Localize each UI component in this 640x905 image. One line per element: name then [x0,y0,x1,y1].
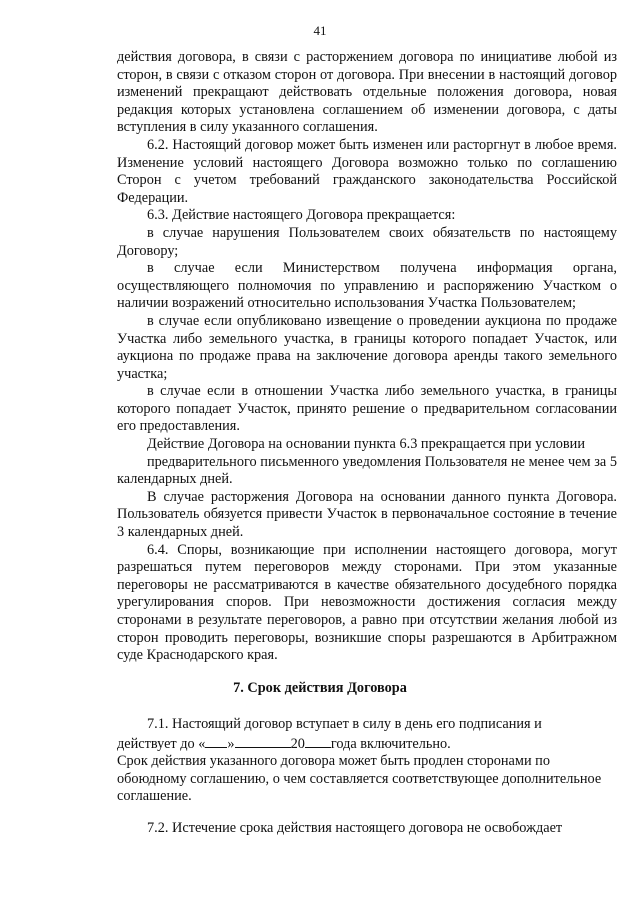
paragraph-6-3-notice: предварительного письменного уведомления Пользователя не менее чем за 5 календарных дней. [117,453,617,488]
year-blank [305,734,331,748]
paragraph-6-4: 6.4. Споры, возникающие при исполнении настоящего договора, могут разрешаться путем переговоров между сторонами. При этом указанные переговоры не рассматриваются в качестве обязательного досудебного порядка урегулирования споров. При невозможности достижения согласия между сторонами в результате переговоров, а равно при отсутствии желания любой из сторон проводить переговоры, возникшие споры разрешаются в Арбитражном суде Краснодарского края. [117,541,617,664]
paragraph-7-2: 7.2. Истечение срока действия настоящего договора не освобождает [147,820,563,836]
year-prefix: 20 [290,735,305,752]
paragraph-6-3: 6.3. Действие настоящего Договора прекращается: [147,207,456,224]
paragraph-7-1-line1: 7.1. Настоящий договор вступает в силу в день его подписания и [147,716,542,732]
page-number: 41 [313,23,327,38]
paragraph-6-3-condition: Действие Договора на основании пункта 6.3 прекращается при условии [147,436,585,453]
section-7-body [117,716,617,806]
paragraph-6-3-termination: В случае расторжения Договора на основании данного пункта Договора. Пользователь обязуется привести Участок в первоначальное состояние в течение 3 календарных дней. [117,488,617,541]
paragraph-6-3-item-d: в случае если в отношении Участка либо земельного участка, в границы которого попадает Участок, принято решение о предварительном согласовании его предоставления. [117,383,617,435]
paragraph-6-2: 6.2. Настоящий договор может быть изменен или расторгнут в любое время. Изменение условий настоящего Договора возможно только по соглашению Сторон с учетом требований гражданского законодательства Российской Федерации. [117,136,617,206]
valid-until-suffix: года включительно. [330,735,451,752]
paragraph-6-3-item-b: в случае если Министерством получена информация органа, осуществляющего полномочия по управлению и распоряжению Участком о наличии возражений относительно использования Участка Пользователем; [117,260,617,312]
section-7-heading: 7. Срок действия Договора [233,680,407,696]
valid-until-label: действует до « [117,735,206,752]
paragraph-7-1-continuation: Срок действия указанного договора может быть продлен сторонами по обоюдному соглашению, о чем составляется соответствующее дополнительное соглашение. [117,753,602,805]
section-7-2 [117,820,617,838]
section-6-body [117,49,617,665]
paragraph-7-1-line2 [117,734,617,754]
day-close-quote: » [227,735,235,752]
paragraph-6-1-continuation: действия договора, в связи с расторжением договора по инициативе любой из сторон, в связи с отказом сторон от договора. При внесении в настоящий договор изменений прекращают действовать отдельные положения договора, новая редакция которых установлена соглашением об изменении договора, с даты вступления в силу указанного соглашения. [117,49,617,136]
month-blank [235,734,291,748]
paragraph-6-3-item-a: в случае нарушения Пользователем своих обязательств по настоящему Договору; [117,224,617,259]
paragraph-6-3-item-c: в случае если опубликовано извещение о проведении аукциона по продаже Участка либо земельного участка, в границы которого попадает Участок, или аукциона по продаже права на заключение договора аренды такого земельного участка; [117,312,617,382]
day-blank [205,734,227,748]
